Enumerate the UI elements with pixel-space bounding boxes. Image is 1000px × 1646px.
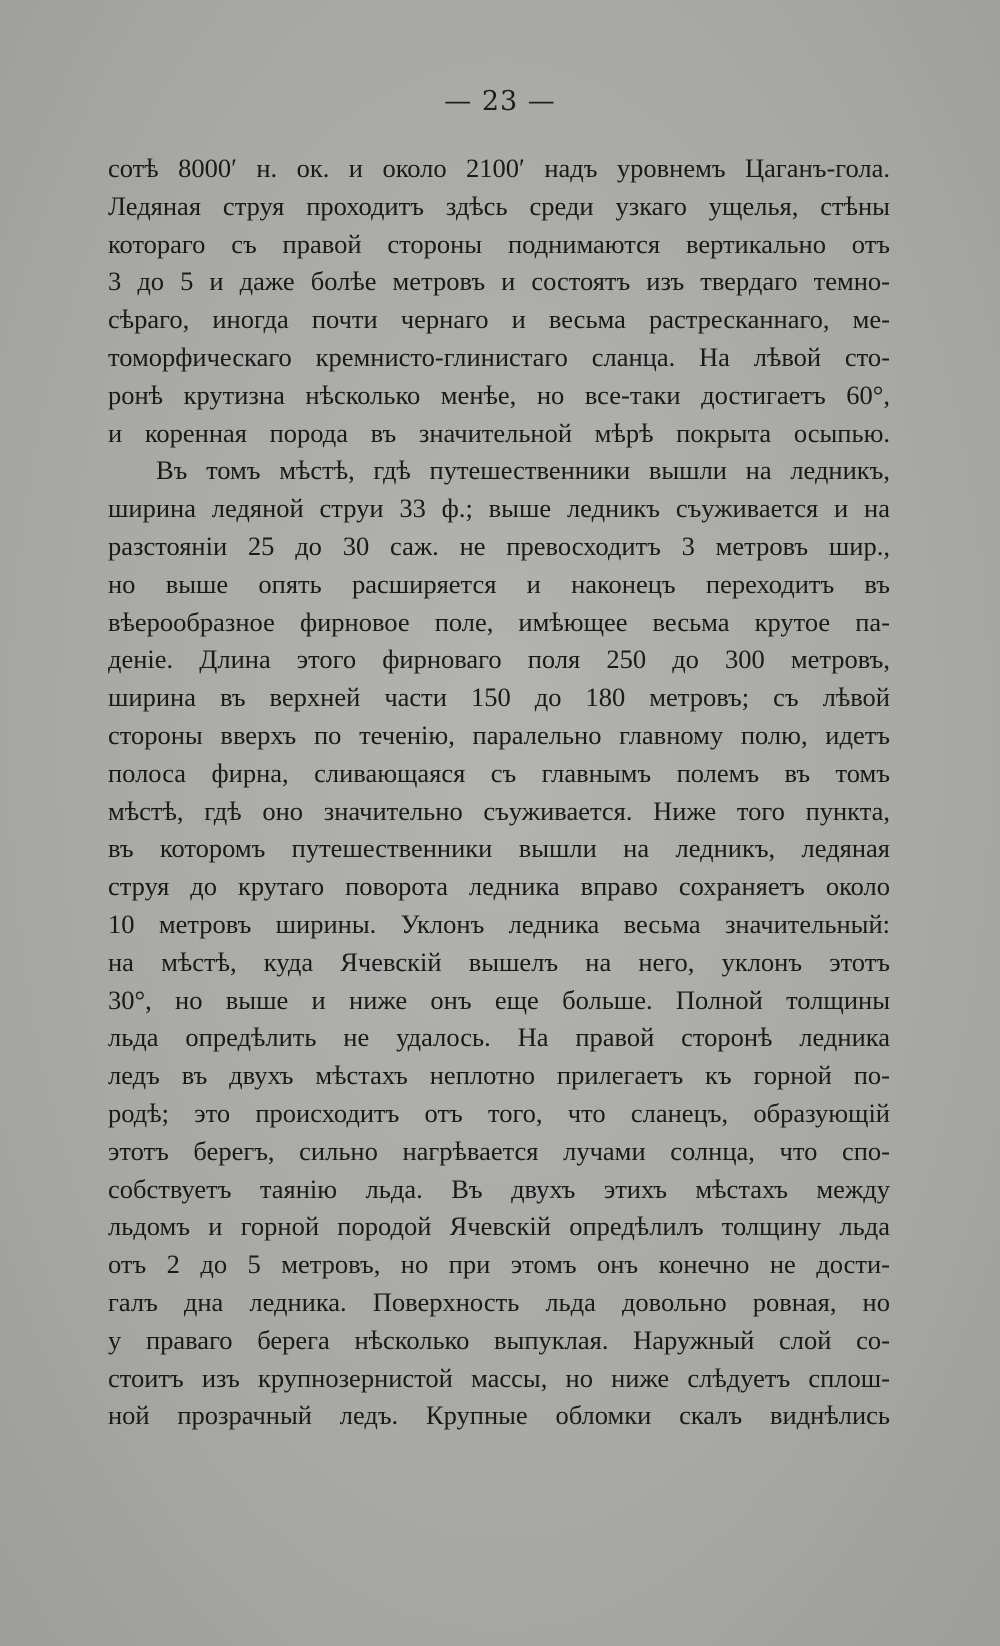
- text-line: вѣерообразное фирновое поле, имѣющее весьма крутое па-: [108, 606, 890, 637]
- text-line: Въ томъ мѣстѣ, гдѣ путешественники вышли на ледникъ,: [156, 455, 890, 486]
- text-line: стороны вверхъ по теченію, паралельно главному полю, идетъ: [108, 719, 890, 750]
- body-text: [108, 150, 890, 1435]
- text-line: ронѣ крутизна нѣсколько менѣе, но все-таки достигаетъ 60°,: [108, 379, 890, 410]
- text-line: сотѣ 8000′ н. ок. и около 2100′ надъ уровнемъ Цаганъ-гола.: [108, 153, 890, 183]
- text-line: этотъ берегъ, сильно нагрѣвается лучами солнца, что спо-: [108, 1135, 890, 1166]
- text-line: собствуетъ таянію льда. Въ двухъ этихъ мѣстахъ между: [108, 1173, 890, 1204]
- text-line: полоса фирна, сливающаяся съ главнымъ полемъ въ томъ: [108, 757, 890, 788]
- page-number: — 23 —: [444, 86, 556, 117]
- text-line: но выше опять расширяется и наконецъ переходитъ въ: [108, 568, 890, 599]
- text-line: и коренная порода въ значительной мѣрѣ покрыта осыпью.: [108, 417, 890, 448]
- text-line: у праваго берега нѣсколько выпуклая. Наружный слой со-: [108, 1324, 890, 1355]
- text-line: ной прозрачный ледъ. Крупные обломки скалъ виднѣлись: [108, 1400, 890, 1431]
- text-line: 10 метровъ ширины. Уклонъ ледника весьма значительный:: [108, 908, 890, 939]
- text-line: ширина въ верхней части 150 до 180 метровъ; съ лѣвой: [108, 682, 890, 713]
- text-line: томорфическаго кремнисто-глинистаго сланца. На лѣвой сто-: [108, 341, 890, 372]
- text-line: родѣ; это происходитъ отъ того, что сланецъ, образующій: [108, 1097, 890, 1128]
- text-line: въ которомъ путешественники вышли на ледникъ, ледяная: [108, 833, 890, 864]
- text-line: отъ 2 до 5 метровъ, но при этомъ онъ конечно не дости-: [108, 1249, 890, 1280]
- text-line: на мѣстѣ, куда Ячевскій вышелъ на него, уклонъ этотъ: [108, 946, 890, 977]
- text-line: мѣстѣ, гдѣ оно значительно съуживается. Ниже того пункта,: [108, 795, 890, 826]
- text-line: 3 до 5 и даже болѣе метровъ и состоятъ изъ твердаго темно-: [108, 266, 890, 297]
- text-line: котораго съ правой стороны поднимаются вертикально отъ: [108, 228, 890, 259]
- text-line: сѣраго, иногда почти чернаго и весьма растресканнаго, ме-: [108, 304, 890, 335]
- text-line: 30°, но выше и ниже онъ еще больше. Полной толщины: [108, 984, 890, 1015]
- text-line: Ледяная струя проходитъ здѣсь среди узкаго ущелья, стѣны: [108, 190, 890, 221]
- text-line: стоитъ изъ крупнозернистой массы, но ниже слѣдуетъ сплош-: [108, 1362, 890, 1393]
- text-line: деніе. Длина этого фирноваго поля 250 до 300 метровъ,: [108, 644, 890, 675]
- text-line: ледъ въ двухъ мѣстахъ неплотно прилегаетъ къ горной по-: [108, 1060, 890, 1091]
- text-line: ширина ледяной струи 33 ф.; выше ледникъ съуживается и на: [108, 493, 890, 524]
- text-line: льда опредѣлить не удалось. На правой сторонѣ ледника: [108, 1022, 890, 1053]
- text-line: разстояніи 25 до 30 саж. не превосходитъ 3 метровъ шир.,: [108, 530, 890, 561]
- text-line: галъ дна ледника. Поверхность льда довольно ровная, но: [108, 1286, 890, 1317]
- text-line: струя до крутаго поворота ледника вправо сохраняетъ около: [108, 871, 890, 902]
- text-line: льдомъ и горной породой Ячевскій опредѣлилъ толщину льда: [108, 1211, 890, 1242]
